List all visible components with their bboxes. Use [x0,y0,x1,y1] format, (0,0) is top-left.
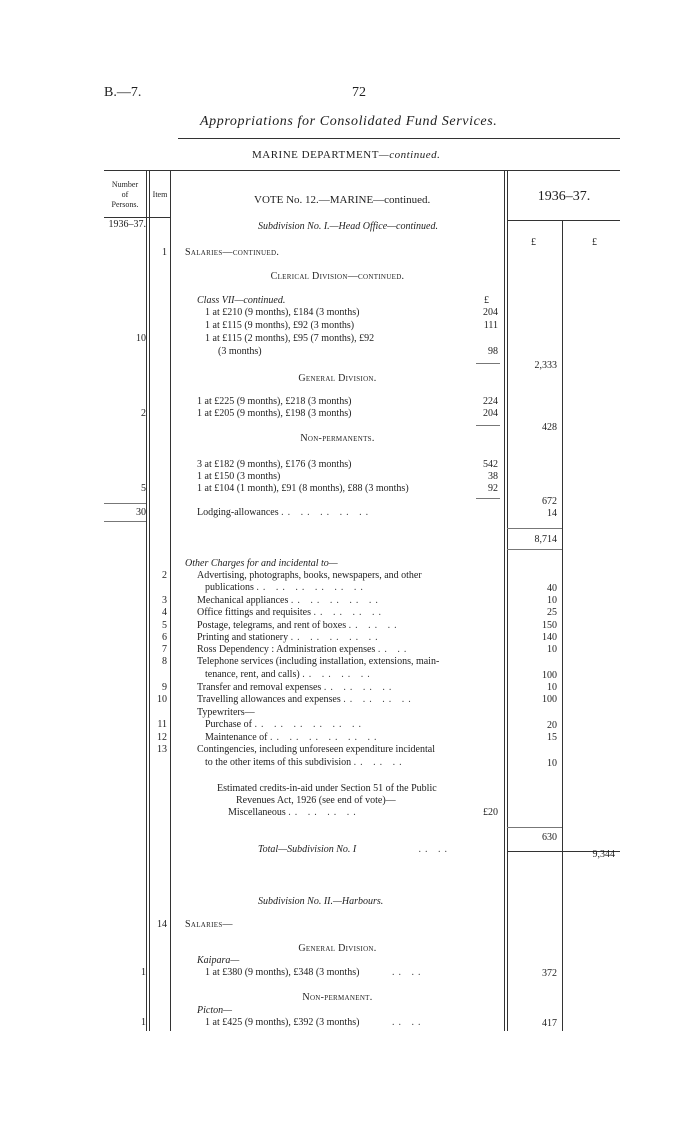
charge-text: Maintenance of [205,732,268,743]
salary-amount: 542 [483,459,498,470]
department-name: MARINE DEPARTMENT [252,149,379,161]
salary-text: 1 at £225 (9 months), £218 (3 months) [197,396,352,407]
charge-line: Mechanical appliances .. .. .. .. .. [197,595,382,606]
group-total: 428 [542,422,557,433]
item-number: 14 [157,919,167,930]
salary-line [205,321,354,331]
charge-amount: 100 [542,670,557,681]
title-rule [178,138,620,139]
charge-line: Transfer and removal expenses .. .. .. .. [197,682,396,693]
other-charges-heading: Other Charges for and incidental to— [185,558,338,569]
subdivision-total: 9,344 [592,849,615,860]
header-rule-left [104,217,170,218]
salary-line [205,334,374,344]
col-divider-total [562,220,563,1031]
item-number: 7 [162,644,167,655]
lodging-text: Lodging-allowances [197,507,279,518]
salary-total: 417 [542,1018,557,1029]
pound-sign: £ [592,237,597,248]
col-divider-amount-double [507,171,508,1031]
vote-title: VOTE No. 12.—MARINE—continued. [254,194,431,206]
salary-text: 1 at £104 (1 month), £91 (8 months), £88 (3 months) [197,483,409,494]
item-number: 8 [162,656,167,667]
persons-header-line: Number [111,180,139,189]
persons-count: 1 [141,1017,146,1028]
col-divider-item [170,171,171,1031]
nonperm-heading: Non-permanents. [300,433,375,444]
subtotal-rule [507,827,562,828]
item-number: 5 [162,620,167,631]
subdivision-total-label: Total—Subdivision No. I .. .. [258,844,452,855]
charge-text: Purchase of [205,719,252,730]
salary-text: 1 at £115 (2 months), £95 (7 months), £92 [205,333,375,344]
salary-amount: 204 [483,408,498,419]
lodging-label: Lodging-allowances .. .. .. .. .. [197,507,373,518]
item-number: 9 [162,682,167,693]
page-number: 72 [352,85,366,100]
pound-sign: £ [531,237,536,248]
charge-amount: 10 [547,758,557,769]
subdivision-one-title: Subdivision No. I.—Head Office—continued. [258,221,438,232]
item-number: 13 [157,744,167,755]
charge-text: Mechanical appliances [197,595,289,606]
general-heading: General Division. [298,943,377,954]
col-divider-amount [504,171,505,1031]
persons-count: 2 [141,408,146,419]
credits-line: Miscellaneous .. .. .. .. [228,807,360,818]
group-total: 2,333 [534,360,557,371]
credits-amount: £20 [483,807,498,818]
charge-amount: 150 [542,620,557,631]
charge-amount: 15 [547,732,557,743]
page-title: Appropriations for Consolidated Fund Services. [200,114,498,129]
charge-amount: 25 [547,607,557,618]
charge-line: Maintenance of .. .. .. .. .. .. [205,732,381,743]
credits-line: Estimated credits-in-aid under Section 51 of the Public [217,783,437,794]
salary-text: 1 at £425 (9 months), £392 (3 months) [205,1017,360,1028]
item-number: 3 [162,595,167,606]
charge-text: Travelling allowances and expenses [197,694,341,705]
charge-line: publications .. .. .. .. .. .. [205,582,367,593]
other-charges-total: 630 [542,832,557,843]
salary-line [197,397,351,407]
item-number: 10 [157,694,167,705]
persons-header-line: Persons. [111,200,139,209]
charge-line: Ross Dependency : Administration expenses .. .. [197,644,411,655]
salary-amount: 204 [483,307,498,318]
item-number: 1 [162,247,167,258]
persons-rule [104,503,146,504]
persons-count: 10 [136,333,146,344]
class-label: Class VII—continued. [197,295,286,306]
persons-total: 30 [136,507,146,518]
salary-line: 1 at £380 (9 months), £348 (3 months) .. .. [205,967,425,978]
charge-line [197,708,255,718]
charge-amount: 20 [547,720,557,731]
salary-text: 1 at £210 (9 months), £184 (3 months) [205,307,360,318]
item-number: 2 [162,570,167,581]
subtotal-rule [476,498,500,499]
subdivision-two-title: Subdivision No. II.—Harbours. [258,896,384,907]
item-number: 12 [157,732,167,743]
charge-line: Printing and stationery .. .. .. .. .. [197,632,382,643]
salary-text: 1 at £380 (9 months), £348 (3 months) [205,967,360,978]
clerical-heading: Clerical Division—continued. [270,271,405,282]
persons-count: 5 [141,483,146,494]
salaries-label: Salaries— [185,919,233,930]
charge-line: Office fittings and requisites .. .. .. .. [197,607,385,618]
item-number: 6 [162,632,167,643]
charge-text: publications [205,582,254,593]
location-label: Picton— [197,1005,232,1016]
charge-line: Postage, telegrams, and rent of boxes .. .. .. [197,620,401,631]
subdivision-total-text: Total—Subdivision No. I [258,844,357,855]
subtotal-rule [507,528,562,529]
salary-line [205,308,359,318]
nonperm-heading: Non-permanent. [302,992,373,1003]
charge-line: to the other items of this subdivision .. .. .. [205,757,406,768]
salary-amount: 92 [488,483,498,494]
salary-line [197,484,409,494]
charge-text: Telephone services (including installation, extensions, main- [197,656,440,667]
salary-line: 1 at £425 (9 months), £392 (3 months) .. .. [205,1017,425,1028]
credits-text: Miscellaneous [228,807,286,818]
charge-text: Printing and stationery [197,632,289,643]
page-ref: B.—7. [104,85,142,100]
charge-text: Typewriters— [197,707,255,718]
charge-text: tenance, rent, and calls) [205,669,300,680]
salary-line [218,347,262,357]
charge-text: Postage, telegrams, and rent of boxes [197,620,347,631]
charge-amount: 40 [547,583,557,594]
table-top-rule [104,170,620,171]
general-heading: General Division. [298,373,377,384]
subtotal-rule [476,363,500,364]
location-label: Kaipara— [197,955,240,966]
charge-text: Advertising, photographs, books, newspapers, and other [197,570,422,581]
salary-text: 3 at £182 (9 months), £176 (3 months) [197,459,352,470]
salary-text: 1 at £150 (3 months) [197,471,281,482]
year-header: 1936–37. [537,189,591,204]
charge-amount: 10 [547,682,557,693]
group-total: 672 [542,496,557,507]
persons-count: 1 [141,967,146,978]
charge-text: Ross Dependency : Administration expenses [197,644,376,655]
charge-line: tenance, rent, and calls) .. .. .. .. [205,669,374,680]
department-heading [252,150,440,161]
persons-header-line: of [121,190,129,199]
salary-line [197,472,280,482]
charge-amount: 10 [547,595,557,606]
salary-line [197,460,351,470]
charge-line [197,745,435,755]
charge-text: to the other items of this subdivision [205,757,352,768]
subtotal-rule [476,425,500,426]
department-suffix: —continued. [378,149,441,161]
credits-line: Revenues Act, 1926 (see end of vote)— [236,795,396,806]
salaries-total: 8,714 [534,534,557,545]
salary-text: 1 at £115 (9 months), £92 (3 months) [205,320,355,331]
salary-total: 372 [542,968,557,979]
salary-amount: 38 [488,471,498,482]
pound-sign: £ [484,295,489,306]
group-total: 14 [547,508,557,519]
item-header: Item [152,190,168,199]
salary-amount: 111 [483,320,498,331]
charge-text: Transfer and removal expenses [197,682,322,693]
item-number: 4 [162,607,167,618]
salaries-label: Salaries—continued. [185,247,280,258]
salary-amount: 98 [488,346,498,357]
charge-amount: 100 [542,694,557,705]
charge-line [197,571,422,581]
persons-year: 1936–37. [108,219,146,230]
charge-amount: 140 [542,632,557,643]
salary-line [197,409,351,419]
charge-text: Office fittings and requisites [197,607,311,618]
col-divider-persons [146,171,147,1031]
charge-line: Purchase of .. .. .. .. .. .. [205,719,365,730]
header-rule-right [507,220,620,221]
salary-text: 1 at £205 (9 months), £198 (3 months) [197,408,352,419]
salary-amount: 224 [483,396,498,407]
item-number: 11 [157,719,167,730]
persons-header [104,180,146,210]
charge-line [197,657,439,667]
charge-amount: 10 [547,644,557,655]
charge-line: Travelling allowances and expenses .. .. .. .. [197,694,415,705]
subtotal-rule [507,549,562,550]
salary-text: (3 months) [218,346,262,357]
charge-text: Contingencies, including unforeseen expenditure incidental [197,744,435,755]
persons-rule [104,521,146,522]
